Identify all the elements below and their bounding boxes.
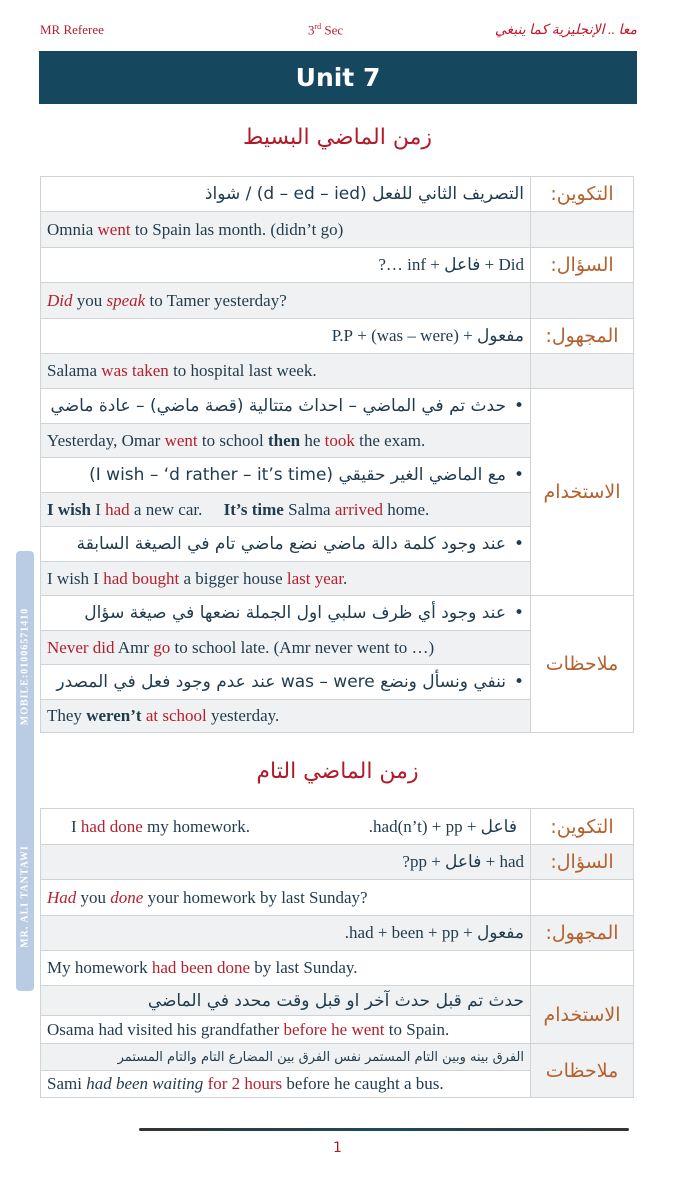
- usage-example: Osama had visited his grandfather before he went to Spain.: [41, 1016, 531, 1044]
- empty-cell: [531, 283, 634, 319]
- page-number: 1: [333, 1140, 342, 1156]
- question-formula: Did + فاعل + inf …?: [41, 248, 531, 283]
- usage-label: الاستخدام: [531, 986, 634, 1044]
- formation-row: [41, 809, 531, 845]
- table-row: [41, 354, 634, 389]
- side-contact-strip: [16, 551, 34, 991]
- notes-label: ملاحظات: [531, 596, 634, 733]
- passive-formula: مفعول + (was – were) + P.P: [41, 319, 531, 354]
- usage-rule-1: • حدث تم في الماضي – احداث متتالية (قصة ماضي) – عادة ماضي: [41, 389, 531, 424]
- question-example: Had you done your homework by last Sunday?: [41, 880, 531, 916]
- usage-example-2: I wish I had a new car. It’s time Salma arrived home.: [41, 493, 531, 527]
- question-label: السؤال:: [531, 248, 634, 283]
- grade-suffix: rd: [314, 22, 322, 31]
- passive-formula: مفعول + had + been + pp.: [41, 916, 531, 951]
- table-row: [41, 248, 634, 283]
- table-row: [41, 283, 634, 319]
- table-row: [41, 212, 634, 248]
- past-simple-table: [40, 176, 634, 733]
- table-row: [41, 916, 634, 951]
- note-example-2: They weren’t at school yesterday.: [41, 700, 531, 733]
- empty-cell: [531, 880, 634, 916]
- empty-cell: [531, 354, 634, 389]
- unit-banner: Unit 7: [39, 51, 637, 104]
- past-perfect-table: [40, 808, 634, 1098]
- usage-example-1: Yesterday, Omar went to school then he took the exam.: [41, 424, 531, 458]
- table-row: [41, 880, 634, 916]
- grade-number: 3: [308, 22, 315, 38]
- page-header: [40, 22, 637, 42]
- empty-cell: [531, 212, 634, 248]
- table-row: [41, 845, 634, 880]
- formation-formula: التصريف الثاني للفعل (d – ed – ied) / شواذ: [41, 177, 531, 212]
- header-slogan: معا .. الإنجليزية كما ينبغي: [494, 23, 637, 38]
- table-row: [41, 1044, 634, 1071]
- formation-label: التكوين:: [531, 809, 634, 845]
- question-label: السؤال:: [531, 845, 634, 880]
- table-row: [41, 319, 634, 354]
- usage-rule: حدث تم قبل حدث آخر او قبل وقت محدد في الماضي: [41, 986, 531, 1016]
- usage-rule-2: • مع الماضي الغير حقيقي (I wish – ‘d rather – it’s time): [41, 458, 531, 493]
- header-left-text: MR Referee: [40, 22, 104, 37]
- table-row: [41, 177, 634, 212]
- passive-label: المجهول:: [531, 916, 634, 951]
- note-rule-2: • ننفي ونسأل ونضع was – were عند عدم وجود فعل في المصدر: [41, 665, 531, 700]
- note-rule-1: • عند وجود أي ظرف سلبي اول الجملة نضعها في صيغة سؤال: [41, 596, 531, 631]
- footer-divider: [139, 1128, 629, 1131]
- usage-example-3: I wish I had bought a bigger house last year.: [41, 562, 531, 596]
- table-row: [41, 389, 634, 424]
- grade-text: Sec: [321, 22, 344, 38]
- formation-example: I had done my homework.: [71, 816, 250, 836]
- formation-label: التكوين:: [531, 177, 634, 212]
- usage-label: الاستخدام: [531, 389, 634, 596]
- table-row: [41, 986, 634, 1016]
- author-name: MR. ALI TANTAWI: [19, 845, 31, 948]
- passive-label: المجهول:: [531, 319, 634, 354]
- note-example: Sami had been waiting for 2 hours before he caught a bus.: [41, 1071, 531, 1098]
- notes-label: ملاحظات: [531, 1044, 634, 1098]
- passive-example: Salama was taken to hospital last week.: [41, 354, 531, 389]
- contact-phone: MOBILE:01006571410: [19, 607, 31, 726]
- table-row: [41, 951, 634, 986]
- past-perfect-title: زمن الماضي التام: [256, 759, 419, 784]
- note-example-1: Never did Amr go to school late. (Amr never went to …): [41, 631, 531, 665]
- header-grade: [308, 22, 343, 38]
- question-formula: had + فاعل + pp?: [41, 845, 531, 880]
- empty-cell: [531, 951, 634, 986]
- passive-example: My homework had been done by last Sunday.: [41, 951, 531, 986]
- question-example: Did you speak to Tamer yesterday?: [41, 283, 531, 319]
- table-row: [41, 809, 634, 845]
- note-rule: الفرق بينه وبين التام المستمر نفس الفرق بين المضارع التام والتام المستمر: [41, 1044, 531, 1071]
- past-simple-title: زمن الماضي البسيط: [243, 125, 432, 150]
- formation-formula: فاعل + had(n’t) + pp.: [368, 816, 517, 836]
- formation-example: Omnia went to Spain las month. (didn’t go): [41, 212, 531, 248]
- usage-rule-3: • عند وجود كلمة دالة ماضي نضع ماضي تام في الصيغة السابقة: [41, 527, 531, 562]
- table-row: [41, 596, 634, 631]
